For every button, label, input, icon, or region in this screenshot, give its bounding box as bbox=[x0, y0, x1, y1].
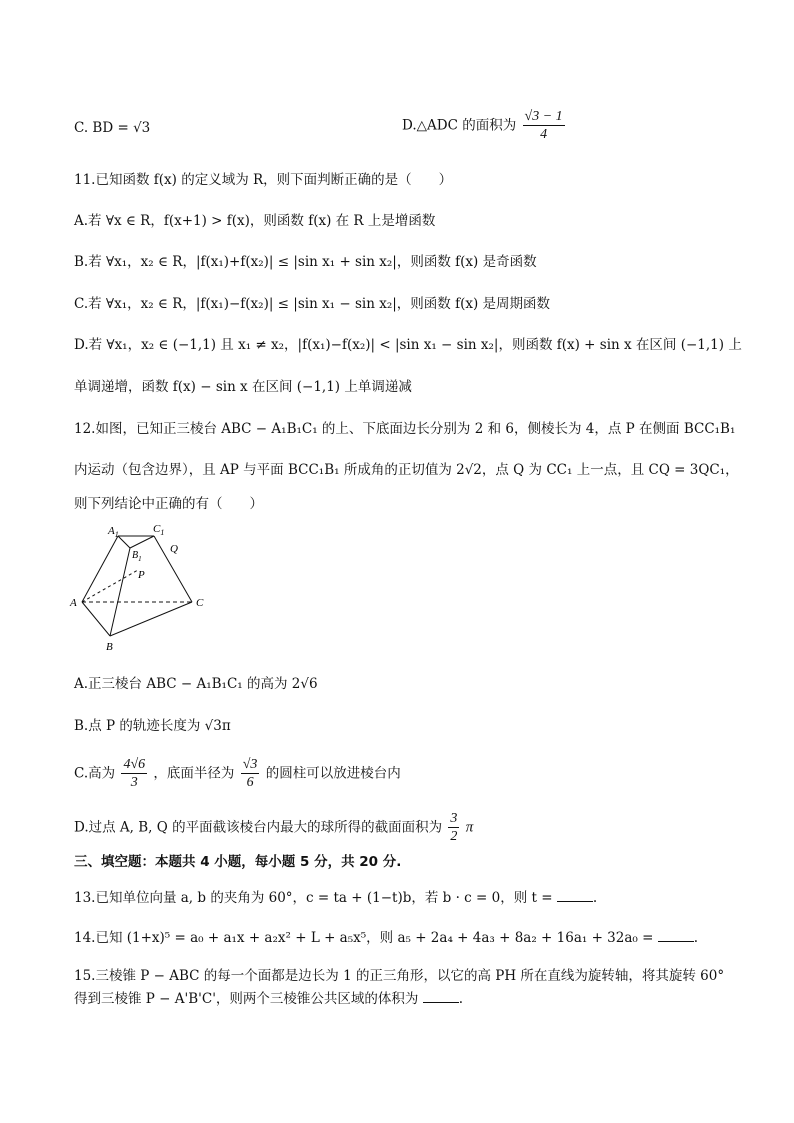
q13-end: . bbox=[592, 890, 598, 906]
q13-text: 13.已知单位向量 a, b 的夹角为 60°，c = ta + (1−t)b，若 b · c = 0，则 t = bbox=[74, 890, 553, 906]
q14-text: 14.已知 (1+x)⁵ = a₀ + a₁x + a₂x² + L + a₅x⁵，则 a₅ + 2a₄ + 4a₃ + 8a₂ + 16a₁ + 32a₀ = bbox=[74, 930, 654, 946]
q13 bbox=[74, 888, 597, 908]
q15-line1: 15.三棱锥 P − ABC 的每一个面都是边长为 1 的正三角形，以它的高 PH 所在直线为旋转轴，将其旋转 60° bbox=[74, 968, 725, 984]
q12-stem-line3: 则下列结论中正确的有（ ） bbox=[74, 496, 263, 512]
label-a1: $A_1$ bbox=[108, 525, 119, 539]
q12-d-suffix: π bbox=[465, 819, 474, 836]
q10-option-c bbox=[74, 118, 150, 138]
q14-blank[interactable] bbox=[658, 929, 694, 942]
q12-c-den2: 6 bbox=[246, 775, 254, 790]
q13-blank[interactable] bbox=[557, 889, 593, 902]
q10-d-den: 4 bbox=[540, 127, 548, 142]
q12-d-den: 2 bbox=[450, 829, 458, 844]
label-c1: $C_1$ bbox=[153, 523, 165, 537]
section-3-title: 三、填空题：本题共 4 小题，每小题 5 分，共 20 分. bbox=[74, 854, 402, 870]
edge-a-b bbox=[82, 602, 110, 636]
q12-c-fraction-height bbox=[121, 756, 147, 791]
q12-option-c bbox=[74, 756, 401, 791]
q12-c-fraction-radius bbox=[241, 756, 260, 791]
q12-c-num1: 4√6 bbox=[123, 757, 146, 772]
q11-option-d-line2: 单调递增，函数 f(x) − sin x 在区间 (−1,1) 上单调递减 bbox=[74, 379, 412, 395]
edge-a1-b1 bbox=[118, 536, 130, 548]
q12-d-prefix: D.过点 A, B, Q 的平面截该棱台内最大的球所得的截面面积为 bbox=[74, 819, 443, 836]
label-b: B bbox=[106, 641, 113, 653]
q10-option-d-prefix: D.△ADC 的面积为 bbox=[402, 117, 517, 134]
q11-option-a: A.若 ∀x ∈ R，f(x+1) > f(x)，则函数 f(x) 在 R 上是增函数 bbox=[74, 213, 436, 229]
q10-d-num: √3 − 1 bbox=[524, 109, 563, 124]
q12-option-d bbox=[74, 810, 473, 845]
label-c: C bbox=[196, 597, 204, 609]
label-a: A bbox=[70, 597, 77, 609]
q10-option-d bbox=[402, 108, 567, 143]
q12-stem-line1: 12.如图，已知正三棱台 ABC − A₁B₁C₁ 的上、下底面边长分别为 2 和 6，侧棱长为 4，点 P 在侧面 BCC₁B₁ bbox=[74, 421, 736, 437]
q12-option-a: A.正三棱台 ABC − A₁B₁C₁ 的高为 2√6 bbox=[74, 676, 318, 692]
edge-b-c bbox=[110, 602, 192, 636]
q12-c-prefix: C.高为 bbox=[74, 765, 116, 782]
q12-d-fraction bbox=[448, 810, 459, 845]
q10-option-c-text: C. BD = √3 bbox=[74, 120, 151, 136]
q11-option-b: B.若 ∀x₁，x₂ ∈ R，|f(x₁)+f(x₂)| ≤ |sin x₁ + sin x₂|，则函数 f(x) 是奇函数 bbox=[74, 254, 537, 270]
q11-option-d-line1: D.若 ∀x₁，x₂ ∈ (−1,1) 且 x₁ ≠ x₂，|f(x₁)−f(x₂)| < |sin x₁ − sin x₂|，则函数 f(x) + sin x 在区间 (−1,1) 上 bbox=[74, 337, 742, 353]
q12-d-num: 3 bbox=[450, 811, 458, 826]
q15-line2 bbox=[74, 989, 463, 1009]
q12-c-suffix: 的圆柱可以放进棱台内 bbox=[265, 765, 401, 782]
q15-end: . bbox=[458, 991, 463, 1007]
q12-c-den1: 3 bbox=[130, 775, 138, 790]
q11-stem: 11.已知函数 f(x) 的定义域为 R，则下面判断正确的是（ ） bbox=[74, 172, 453, 188]
label-b1: $B_1$ bbox=[132, 550, 142, 563]
q14-end: . bbox=[693, 930, 699, 946]
q11-option-c: C.若 ∀x₁，x₂ ∈ R，|f(x₁)−f(x₂)| ≤ |sin x₁ − sin x₂|，则函数 f(x) 是周期函数 bbox=[74, 296, 551, 312]
q15-blank[interactable] bbox=[423, 990, 459, 1003]
label-p: P bbox=[138, 569, 145, 581]
q10-option-d-fraction bbox=[523, 108, 565, 143]
q12-c-num2: √3 bbox=[242, 757, 258, 772]
edge-b-b1 bbox=[110, 548, 130, 636]
q12-stem-line2: 内运动（包含边界），且 AP 与平面 BCC₁B₁ 所成角的正切值为 2√2，点 Q 为 CC₁ 上一点，且 CQ = 3QC₁， bbox=[74, 462, 739, 478]
q12-option-b: B.点 P 的轨迹长度为 √3π bbox=[74, 718, 231, 734]
frustum-figure bbox=[66, 520, 216, 660]
q12-c-mid: ，底面半径为 bbox=[153, 765, 235, 782]
q15-text: 得到三棱锥 P − A'B'C'，则两个三棱锥公共区域的体积为 bbox=[74, 991, 419, 1007]
edge-b1-c1 bbox=[130, 536, 154, 548]
label-q: Q bbox=[170, 543, 178, 555]
q14 bbox=[74, 928, 698, 948]
